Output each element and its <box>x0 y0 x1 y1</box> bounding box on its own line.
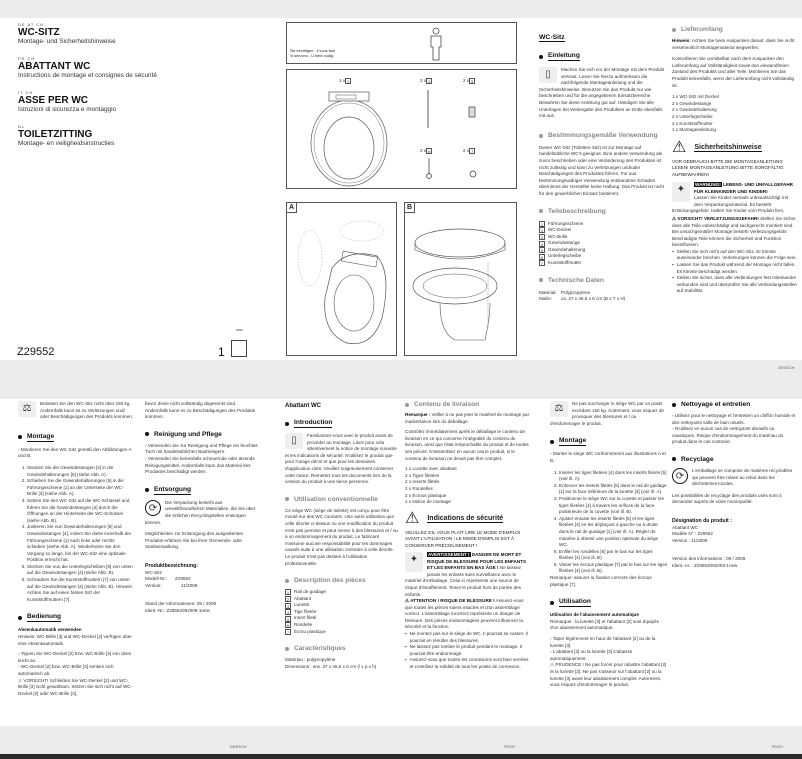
delivery-heading: Lieferumfang <box>672 26 798 33</box>
operation-caution: ⚠ VORSICHT! Schließen Sie WC-Deckel [2] und WC-Brille [3] nicht gewaltsam. Setzen Sie sich nicht auf WC-Deckel [2] oder WC-Brille [3], <box>18 677 133 696</box>
operation-cont: bevor diese nicht vollständig abgesenkt sind. Andernfalls kann es zu Beschädigungen des Produkts kommen. <box>145 401 256 420</box>
disposal-heading: Entsorgung <box>145 486 260 495</box>
safety-heading: ⚠ Indications de sécurité <box>405 509 504 527</box>
delivery-text: Contrôlez immédiatement après le déballage le contenu de livraison en ce qui concerne l'intégralité du contenu de livraison, ainsi que l'état irréprochable du produit et de toutes ses pièces. N'assemblez en aucun cas le produit, si le contenu de livraison ne devait pas être complet. <box>405 429 529 461</box>
delivery-item: 1 x Notice de montage <box>405 499 451 505</box>
figure-b-drawing <box>410 218 515 353</box>
operation-sub: Absenkautomatik verwenden <box>18 627 82 633</box>
operation-note: Hinweis: WC-Brille [3] und WC-Deckel [2] verfügen über eine Absenkautomatik. <box>18 634 132 646</box>
part-qty-1: 1 x 1 <box>339 78 350 84</box>
page-footer-fr: FR/CH <box>504 745 515 749</box>
ident-number: Ident.-Nr.: Z29552092009-1new <box>145 607 210 613</box>
figure-b <box>404 202 517 356</box>
delivery-item: 2 x Tiges filetées <box>405 472 440 478</box>
delivery-item: 2 x Kunststoffmutter <box>672 120 713 126</box>
tools-text-line: Vi servono - U hebt nodig: <box>290 54 334 58</box>
parts-list-item: 4 Gewindestange <box>540 240 580 247</box>
montage-steps <box>550 470 668 576</box>
montage-heading: Montage <box>18 433 133 442</box>
montage-intro: ▫ Montieren Sie den WC-Sitz gemäß den Abbildungen A und B. <box>18 446 132 459</box>
parts-list-item: 5 Insert fileté <box>286 615 317 622</box>
safety-heading: ⚠ Sicherheitshinweise <box>672 138 762 156</box>
delivery-item: 1 x Montageanleitung <box>672 127 716 133</box>
caution-block: ⚠ VORSICHT! VERLETZUNGSGEFAHR! Stellen Sie sicher, dass alle Teile unbeschädigt und sachgerecht montiert sind. Bei unsachgemäßer Montage besteht Verletzungsgefahr. Beschädigte Teile können die Sicherheit und Funktion beeinflussen. <box>672 215 797 248</box>
intro-heading: Einleitung <box>539 52 667 61</box>
nut-drawing <box>469 170 477 178</box>
montage-step: 4. Ajuster ensuite les inserts filetés [5] et les tiges filetées [4] en les déplaçant à gauche ou à droite dans le rail de guidage [1] (voir ill. A). Régler de manière à obtenir une position optimale du siège WC. <box>559 516 668 549</box>
delivery-item: 1 x WC-Sitz mit Deckel <box>672 94 719 100</box>
operation-sub: Utilisation de l'abaissement automatique <box>550 612 639 618</box>
thread-holder-drawing <box>468 106 476 118</box>
page-footer-bar <box>0 726 802 754</box>
disposal-text: ⟳ L'emballage se compose de matières recyclables qui peuvent être mises au rebut dans les déchetteries locales. <box>672 468 798 488</box>
safety-bullets <box>672 249 798 295</box>
cover-section-nl <box>18 124 218 148</box>
delivery-note: Remarque : Veiller à ne pas jeter le matériel de montage par inadvertance lors du déballage. <box>405 412 530 424</box>
montage-step: 2. Enfoncer les inserts filetés [5] dans le rail de guidage [1] sur la face inférieure de la lunette [3] (voir ill. A). <box>559 483 668 496</box>
load-warning: ⚖ Belasten Sie den WC-Sitz nicht über 150 kg. Andernfalls kann es zu Verletzungen und/ oder Beschädigungen des Produkts kommen. <box>18 401 133 421</box>
page-number: 1 <box>218 345 225 359</box>
intro-text: ▯ Machen Sie sich vor der Montage mit dem Produkt vertraut. Lesen Sie hierzu aufmerksam die nachfolgende Montageanleitung und die Sicherheitshinweise. Benutzen Sie das Produkt nur wie beschrieben und für die angegebenen Einsatzbereiche. Bewahren Sie diese Anleitung gut auf. Händigen Sie alle Unterlagen bei Weitergabe des Produktes an Dritte ebenfalls mit aus. <box>539 67 665 119</box>
cover-subtitle: Montage- und Sicherheitshinweise <box>18 38 116 45</box>
intended-use-heading: Bestimmungsgemäße Verwendung <box>539 132 667 139</box>
clean-heading: Nettoyage et entretien <box>672 401 798 408</box>
figure-a <box>286 202 397 356</box>
safety-bullet: ▪ Stellen Sie sich nicht auf den WC-Sitz. Er könnte auseinander brechen. Verletzungen können die Folge sein. <box>672 248 797 261</box>
tools-text <box>290 49 335 59</box>
model-number: Z29552 <box>17 346 55 358</box>
safety-bullet: ▪ Lassen Sie das Produkt während der Montage nicht fallen. Es könnte beschädigt werden. <box>672 262 796 274</box>
threaded-rod-drawing <box>425 90 431 130</box>
tech-heading: Caractéristiques <box>285 645 400 652</box>
montage-step: 5. Enfiler les rondelles [6] par le bas sur les tiges filetées [4] (voir ill. B). <box>559 549 668 562</box>
montage-step: 3. Positionner le siège WC sur la cuvette et passer les tiges filetées [4] à travers les orifices de la face postérieure de la cuvette (voir ill. B). <box>559 496 668 516</box>
cover-subtitle: Istruzioni di sicurezza e montaggio <box>18 106 117 113</box>
operation-note: Remarque : la lunette [3] et l'abattant [2] sont équipés d'un abaissement automatique. <box>550 618 659 631</box>
de-care-column <box>145 401 260 614</box>
parts-frame <box>286 69 517 189</box>
tools-needed-frame <box>286 22 517 64</box>
parts-list <box>539 221 667 267</box>
clean-item: ▫ N'utilisez en aucun cas de nettoyants abrasifs ou caustiques. Risque d'endommagement du matériau du produit dans le cas contraire. <box>672 426 784 445</box>
version-line: Version : 11/2009 <box>672 537 708 543</box>
cover-title: WC-SITZ <box>18 27 60 38</box>
parts-list-item: 5 Gewindehalterung <box>540 246 586 254</box>
safety-bullet: ▪ Assurez-vous que toutes les connexions sont bien serrées et contrôlez la solidité de tous les points de connexion. <box>405 657 529 670</box>
delivery-heading: Contenu de livraison <box>405 401 531 408</box>
safety-bullet: ▪ Stellen Sie sicher, dass alle Verbindungen fest miteinander verbunden sind und überprüfen Sie alle Verbindungsstellen auf Stabilität. <box>672 275 797 294</box>
info-date: Version des informations : 09 / 2009 <box>672 556 746 562</box>
parts-list-item: 3 Lunette <box>286 602 310 609</box>
fr-intro-column <box>285 403 400 670</box>
washer-drawing <box>425 158 433 180</box>
version-line: Version: 11/2009 <box>145 582 198 588</box>
part-qty-4: 2 x 4 <box>420 78 431 84</box>
product-name: Abattant WC <box>672 524 699 530</box>
parts-list-item: 1 Rail de guidage <box>286 589 326 596</box>
part-qty-5: 2 x 5 <box>463 78 474 84</box>
cover-subtitle: Montage- en veiligheidsinstructies <box>18 140 115 147</box>
delivery-item: 2 x Inserts filetés <box>405 479 440 485</box>
fr-safety-column <box>405 401 531 671</box>
tech-size: Maße: ca. 37 x 45,5 x 6 cm (B x T x H) <box>539 296 626 302</box>
book-icon: ▯ <box>285 433 303 449</box>
cover-title: TOILETZITTING <box>18 129 93 140</box>
book-icon: ▯ <box>539 67 557 83</box>
sheet-cover <box>0 18 802 360</box>
operation-item: ▫ Tippen Sie WC-Deckel [2] bzw. WC-Brille [3] von oben leicht an. <box>18 651 132 663</box>
tech-heading: Technische Daten <box>539 277 667 284</box>
cover-section-it <box>18 90 218 114</box>
disposal-text: ⟳ Die Verpackung besteht aus umweltfreundlichen Materialien, die Sie über die örtlichen Recyclingstellen entsorgen können. <box>145 499 256 525</box>
delivery-item: 2 x Écrous plastique <box>405 492 447 498</box>
clean-heading: Reinigung und Pflege <box>145 431 260 438</box>
intended-use-heading: Utilisation conventionnelle <box>285 496 400 503</box>
fr-montage-column <box>550 401 668 689</box>
language-badges: NL <box>18 124 26 129</box>
part-qty-6: 2 x 6 <box>420 148 431 154</box>
safety-caps: VEUILLEZ S'IL VOUS PLAÎT LIRE LE MODE D'EMPLOI AVANT L'UTILISATION ! LE MODE D'EMPLOI EST À CONSERVER PRÉCIEUSEMENT ! <box>405 529 521 548</box>
de-intro-column <box>539 26 667 303</box>
clean-item: ▫ Utilisez pour le nettoyage et l'entretien un chiffon humide et des nettoyants salle de bain usuels. <box>672 413 796 425</box>
language-badges: IT CH <box>18 90 34 95</box>
operation-item: ▫ WC-Deckel [2] bzw. WC-Brille [3] senken sich automatisch ab. <box>18 664 114 676</box>
product-heading: Produktbezeichnung: <box>145 562 199 569</box>
doc-title: WC-Sitz <box>539 34 565 41</box>
safety-caps: VOR GEBRAUCH BITTE DIE MONTAGEANLEITUNG LESEN! MONTAGEANLEITUNG BITTE SORGFÄLTIG AUFBEWAHREN! <box>672 158 784 177</box>
operation-caution: ⚠ PRUDENCE ! Ne pas forcer pour rabattre l'abattant [2] et la lunette [3]. Ne pas s'asseoir sur l'abattant [2] ou la lunette [3] avant leur abaissement complet. Autrement, vous risquez d'endommager le produit. <box>550 662 667 688</box>
cover-title: ABATTANT WC <box>18 61 91 72</box>
operation-item: ▫ L'abattant [2] ou la lunette [3] s'abaisse automatiquement. <box>550 649 633 661</box>
model-line: Modèle N° : Z29552 <box>672 531 713 537</box>
delivery-note: Hinweis: Achten Sie beim Auspacken darauf, dass Sie nicht versehentlich Montagematerial wegwerfen. <box>672 38 795 50</box>
cover-subtitle: Instructions de montage et consignes de sécurité <box>18 72 157 79</box>
load-warning: ⚖ Ne pas surcharger le siège WC par un poids excédant 150 kg. Autrement, vous risquez de provoquer des blessures et / ou d'endommager le produit. <box>550 401 664 426</box>
montage-step: 2. Schieben Sie die Gewindehalterungen [5] in die Führungsschiene [1] an der Unterseite der WC-Brille [3] (siehe Abb. A). <box>27 478 133 498</box>
cover-title: ASSE PER WC <box>18 95 89 106</box>
safety-bullet: ▪ Ne montez pas sur le siège de WC. Il pourrait se casser. Il pourrait en résulter des blessures. <box>405 631 528 643</box>
montage-note: Remarque: assurer la fixation correcte des écrous plastique [7]. <box>550 575 652 587</box>
tech-material: Matériau : polypropylène <box>285 657 336 663</box>
page-footer-de: DE/AT/CH <box>778 366 795 370</box>
warning-triangle-icon: ⚠ <box>405 509 420 527</box>
weight-limit-icon: ⚖ <box>18 401 36 417</box>
parts-list-item: 6 Rondelle <box>286 622 313 629</box>
new-box <box>231 340 247 357</box>
delivery-text: Kontrollieren Sie unmittelbar nach dem Auspacken den Lieferumfang auf Vollständigkeit sowie den einwandfreien Zustand des Produkts und aller Teile. Montieren Sie das Produkt keinesfalls, wenn der Lieferumfang nicht vollständig ist. <box>672 56 795 88</box>
operation-heading: Bedienung <box>18 613 133 622</box>
delivery-item: 2 x Gewindehalterung <box>672 107 717 113</box>
ident-number: Ident.-nr. : Z29552092009-1new <box>672 562 738 568</box>
delivery-item: 2 x Gewindestange <box>672 100 712 106</box>
figure-a-label: A <box>286 202 297 213</box>
safety-bullets <box>405 631 531 671</box>
recycling-icon: ⟳ <box>145 500 161 516</box>
tech-material: Material: Polypropylene <box>539 289 591 295</box>
warning-triangle-icon: ⚠ <box>672 138 687 156</box>
model-line: Modell-Nr.: Z29552 <box>145 576 191 582</box>
montage-step: 3. Setzen Sie den WC-Sitz auf die WC-Schüssel und führen Sie die Gewindestangen [4] durch die Öffnungen an der Hinterseite der WC-Schüssel (siehe Abb. B). <box>27 498 133 524</box>
new-label: new <box>236 328 243 332</box>
delivery-list <box>405 466 531 506</box>
safety-bullet: ▪ Ne laissez pas tomber le produit pendant le montage. Il pourrait être endommagé. <box>405 644 522 656</box>
parts-list-item: 7 Écrou plastique <box>286 628 326 635</box>
parts-list-item: 4 Tige filetée <box>286 608 317 616</box>
warning-block: ✦ WARNUNG! LEBENS- UND UNFALLGEFAHR FÜR KLEINKINDER UND KINDER! Lassen Sie Kinder niemals unbeaufsichtigt mit dem Verpackungsmaterial. Es besteht Erstickungsgefahr. Halten Sie Kinder vom Produkt fern. <box>672 181 793 214</box>
doc-title: Abattant WC <box>285 403 321 409</box>
fr-care-column <box>672 401 798 570</box>
bottom-edge <box>0 754 802 759</box>
montage-step: 5. Stecken Sie nun die Unterlegscheiben [6] von unten auf die Gewindestangen [4] (siehe Abb. B). <box>27 564 133 577</box>
clean-item: ▫ Verwenden Sie keinesfalls scheuernde oder ätzende Reinigungsmittel. Andernfalls kann das Material des Produktes beschädigt werden. <box>145 455 255 475</box>
product-name: WC-Sitz <box>145 569 162 575</box>
montage-step: 4. Justieren Sie nun Gewindehalterungen [5] und Gewindestangen [4], indem Sie diese innerhalb der Führungsschiene [1] nach links oder rechts schieben (siehe Abb. A). Wiederholen Sie den Vorgang so lange, bis der WC-Sitz eine optimale Position erreicht hat. <box>27 524 133 564</box>
figure-a-drawing <box>292 218 392 353</box>
delivery-list <box>672 94 798 134</box>
de-safety-column <box>672 26 798 295</box>
recycling-icon: ⟳ <box>672 468 688 484</box>
delivery-item: 1 x Lunette avec abattant <box>405 466 457 472</box>
cover-titles <box>18 22 218 148</box>
part-qty-7: 2 x 7 <box>463 148 474 154</box>
info-date: Stand der Informationen: 09 / 2009 <box>145 601 216 607</box>
sheet-instructions <box>0 399 802 726</box>
parts-list-item: 2 WC-Deckel <box>540 227 572 234</box>
caution-block: ⚠ ATTENTION ! RISQUE DE BLESSURE ! Assurez-vous que toutes les pièces soient intactes et d'un assemblage correct. L'assemblage incorrect représente un danger de blessure. Des pièces endommagées peuvent influencer la sécurité et la fonction. <box>405 598 524 630</box>
parts-list-item: 2 Abattant <box>286 595 312 602</box>
montage-heading: Montage <box>550 437 668 446</box>
figure-b-label: B <box>404 202 415 213</box>
montage-step: 1. Stecken Sie die Gewindestangen [4] in die Gewindehalterungen [5] (siehe Abb. A). <box>27 465 133 478</box>
operation-item: ▫ Taper légèrement en haut de l'abattant [2] ou de la lunette [3]. <box>550 636 656 648</box>
product-heading: Désignation du produit : <box>672 517 732 524</box>
weight-limit-icon: ⚖ <box>550 401 568 417</box>
disposal-text2: Les possibilités de recyclage des produits usés sont à demander auprès de votre municipalité. <box>672 492 782 505</box>
parts-list-item: 1 Führungsschiene <box>540 220 584 227</box>
delivery-item: 2 x Unterlegscheibe <box>672 113 713 119</box>
intended-use-text: Dieser WC-Sitz (Toiletten-Sitz) ist zur Montage auf handelsübliche WC's geeignet. Eine andere Verwendung als zuvor beschrieben oder eine Veränderung des Produktes ist nicht zulässig und kann zu Verletzungen und/oder Beschädigungen des Produktes führen. Für aus bestimmungswidriger Verwendung entstandene Schäden übernimmt der Hersteller keine Haftung. Das Produkt ist nicht für den gewerblichen Einsatz bestimmt. <box>539 144 664 196</box>
clean-item: ▫ Verwenden Sie zur Reinigung und Pflege ein feuchtes Tuch mit handelsüblichen Badreinigern. <box>145 442 258 455</box>
cover-section-de <box>18 22 218 46</box>
montage-steps <box>18 465 133 603</box>
tech-size: Dimensions : env. 37 x 45,5 x 6 cm (l x p x h) <box>285 663 377 669</box>
language-badges: FR CH <box>18 56 36 61</box>
montage-step: 6. Visser les écrous plastique [7] par le bas sur les tiges filetées [4] (voir ill. B). <box>559 562 668 575</box>
parts-list <box>285 589 400 635</box>
person-icon <box>428 27 444 61</box>
montage-intro: ▫ Monter le siège WC conformément aux illustrations A et B. <box>550 451 666 463</box>
intro-heading: Introduction <box>285 419 400 428</box>
page-footer-de: DE/AT/CH <box>230 745 247 749</box>
de-montage-column <box>18 401 133 697</box>
disposal-text2: Möglichkeiten zur Entsorgung des ausgedienten Produkts erfahren Sie bei Ihrer Gemeinde- oder Stadtverwaltung. <box>145 531 244 550</box>
montage-step: 6. Schrauben Sie die Kunststoffmuttern [7] von unten auf die Gewindestangen [4] (siehe Abb. B). Hinweis: Achten Sie auf einen festen Sitz der Kunststoffmuttern [7]. <box>27 577 133 603</box>
parts-heading: Description des pièces <box>285 577 400 584</box>
parts-heading: Teilebeschreibung <box>539 208 667 215</box>
parts-list-item: 7 Kunststoffmutter <box>540 260 582 267</box>
disposal-heading: Recyclage <box>672 456 798 463</box>
montage-step: 1. Insérer les tiges filetées [4] dans les inserts filetés [5] (voir ill. A). <box>559 470 668 483</box>
delivery-item: 2 x Rondelles <box>405 485 433 491</box>
cover-section-fr <box>18 56 218 80</box>
operation-heading: Utilisation <box>550 598 668 607</box>
intro-text: ▯ Familiarisez-vous avec le produit avant de procéder au montage. Lisez pour cela attentivement la notice de montage suivante et les indications de sécurité. N'utilisez le produit que pour l'usage décrit et que pour les domaines d'application cités. Veuillez soigneusement conserver cette notice. Remettez tous les documents lors de la cession du produit à une tierce personne. <box>285 433 397 485</box>
language-badges: DE AT CH <box>18 22 45 27</box>
child-warning-icon: ✦ <box>405 552 423 572</box>
intended-use-text: Ce siège WC (siège de toilette) est conçu pour être monté sur des WC courants. Une autre utilisation que celle décrite ci-dessus ou une modification du produit n'est pas permise et peut mener à des blessures et / ou à un endommagement du produit. Le fabricant n'assume aucune responsabilité pour les dommages causés suite à une utilisation contraire à celle décrite. Le produit n'est pas destiné à l'utilisation professionnelle. <box>285 507 398 566</box>
parts-list-item: 6 Unterlegscheibe <box>540 253 582 260</box>
page-footer-fr: FR/CH <box>772 745 783 749</box>
toilet-seat-drawing <box>307 88 392 188</box>
warning-block: ✦ AVERTISSEMENT ! DANGER DE MORT ET RISQUE DE BLESSURE POUR LES ENFANTS ET LES ENFANTS EN BAS ÂGE ! Ne laissez jamais les enfants sans surveillance avec le matériel d'emballage. Celui-ci représente une source de risque d'étouffement. Tenez le produit hors de portée des enfants. <box>405 551 527 597</box>
child-warning-icon: ✦ <box>672 182 690 202</box>
parts-list-item: 3 WC-Brille <box>540 233 568 240</box>
tools-text-line: Sie benötigen - Il vous faut <box>290 49 335 53</box>
